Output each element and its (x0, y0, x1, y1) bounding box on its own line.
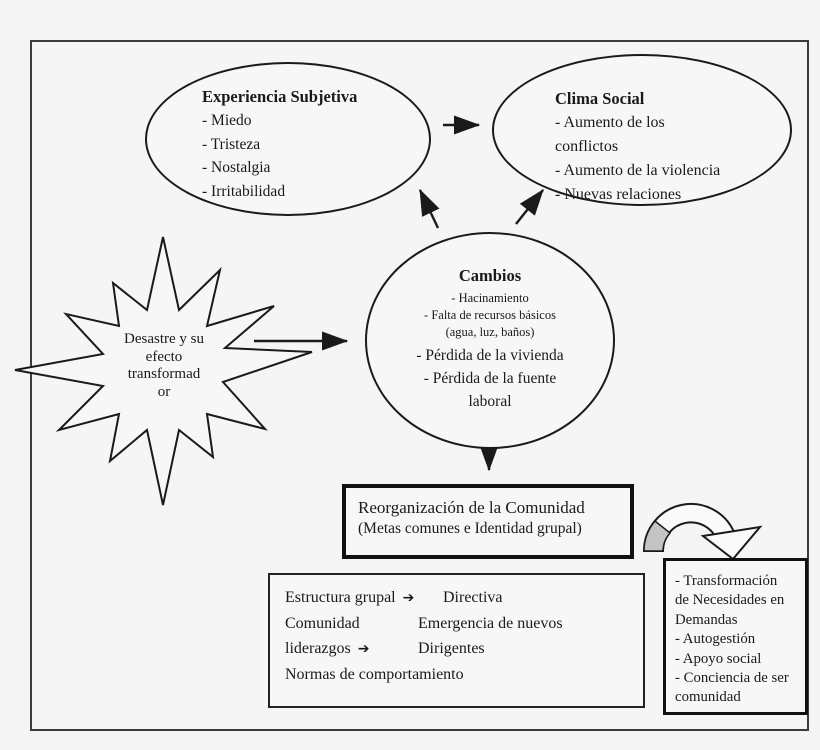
desastre-line: transformad (127, 366, 201, 382)
experiencia-item: - Irritabilidad (202, 182, 286, 200)
resultados-line: de Necesidades en (675, 592, 785, 609)
cambios-title: Cambios (458, 266, 522, 285)
starburst-desastre-text (88, 331, 240, 401)
estructura-row-left: Estructura grupal (285, 589, 396, 606)
desastre-line: Desastre y su (124, 331, 204, 347)
experiencia-item: - Tristeza (202, 135, 261, 153)
cambios-text (365, 266, 615, 413)
cambios-item-small: (agua, luz, baños) (445, 325, 535, 339)
resultados-line: - Autogestión (675, 631, 756, 648)
estructura-row-left: liderazgos (285, 640, 351, 657)
clima-item: - Aumento de los (555, 114, 665, 131)
experiencia-title: Experiencia Subjetiva (202, 87, 358, 106)
arrow-cambios-to-experiencia (420, 190, 438, 228)
resultados-line: Demandas (675, 611, 738, 628)
estructura-row-right: Dirigentes (418, 640, 485, 657)
arrow-cambios-to-clima (516, 190, 543, 224)
estructura-row-right: Emergencia de nuevos (418, 614, 563, 632)
clima-item: conflictos (555, 138, 619, 155)
cambios-item-small: - Hacinamiento (451, 291, 529, 305)
experiencia-item: - Miedo (202, 112, 252, 129)
cambios-item-large: laboral (468, 393, 512, 410)
estructura-row-left: Normas de comportamiento (285, 665, 464, 683)
estructura-row-right: Directiva (443, 589, 503, 606)
resultados-line: - Conciencia de ser (675, 670, 789, 687)
clima-text (555, 88, 790, 207)
box-resultados (663, 558, 808, 715)
experiencia-text (202, 86, 417, 203)
clima-item: - Nuevas relaciones (555, 186, 682, 203)
curved-arrow-reorganizacion-to-resultados (644, 504, 760, 559)
cambios-item-large: - Pérdida de la vivienda (416, 347, 564, 364)
clima-item: - Aumento de la violencia (555, 162, 721, 179)
cambios-item-small: - Falta de recursos básicos (424, 308, 556, 322)
resultados-line: - Transformación (675, 573, 778, 589)
resultados-line: comunidad (675, 689, 741, 706)
resultados-line: - Apoyo social (675, 650, 762, 667)
cambios-item-large: - Pérdida de la fuente (423, 370, 557, 387)
reorganizacion-title: Reorganización de la Comunidad (358, 498, 585, 517)
box-estructura-grupal (268, 573, 645, 708)
desastre-line: or (157, 383, 171, 400)
desastre-line: efecto (145, 348, 183, 365)
estructura-row-left: Comunidad (285, 614, 360, 632)
clima-title: Clima Social (555, 89, 645, 108)
right-arrow-icon: ➔ (357, 641, 370, 657)
reorganizacion-subtitle: (Metas comunes e Identidad grupal) (358, 520, 582, 537)
experiencia-item: - Nostalgia (202, 159, 271, 176)
right-arrow-icon: ➔ (402, 590, 415, 606)
box-reorganizacion (342, 484, 634, 559)
